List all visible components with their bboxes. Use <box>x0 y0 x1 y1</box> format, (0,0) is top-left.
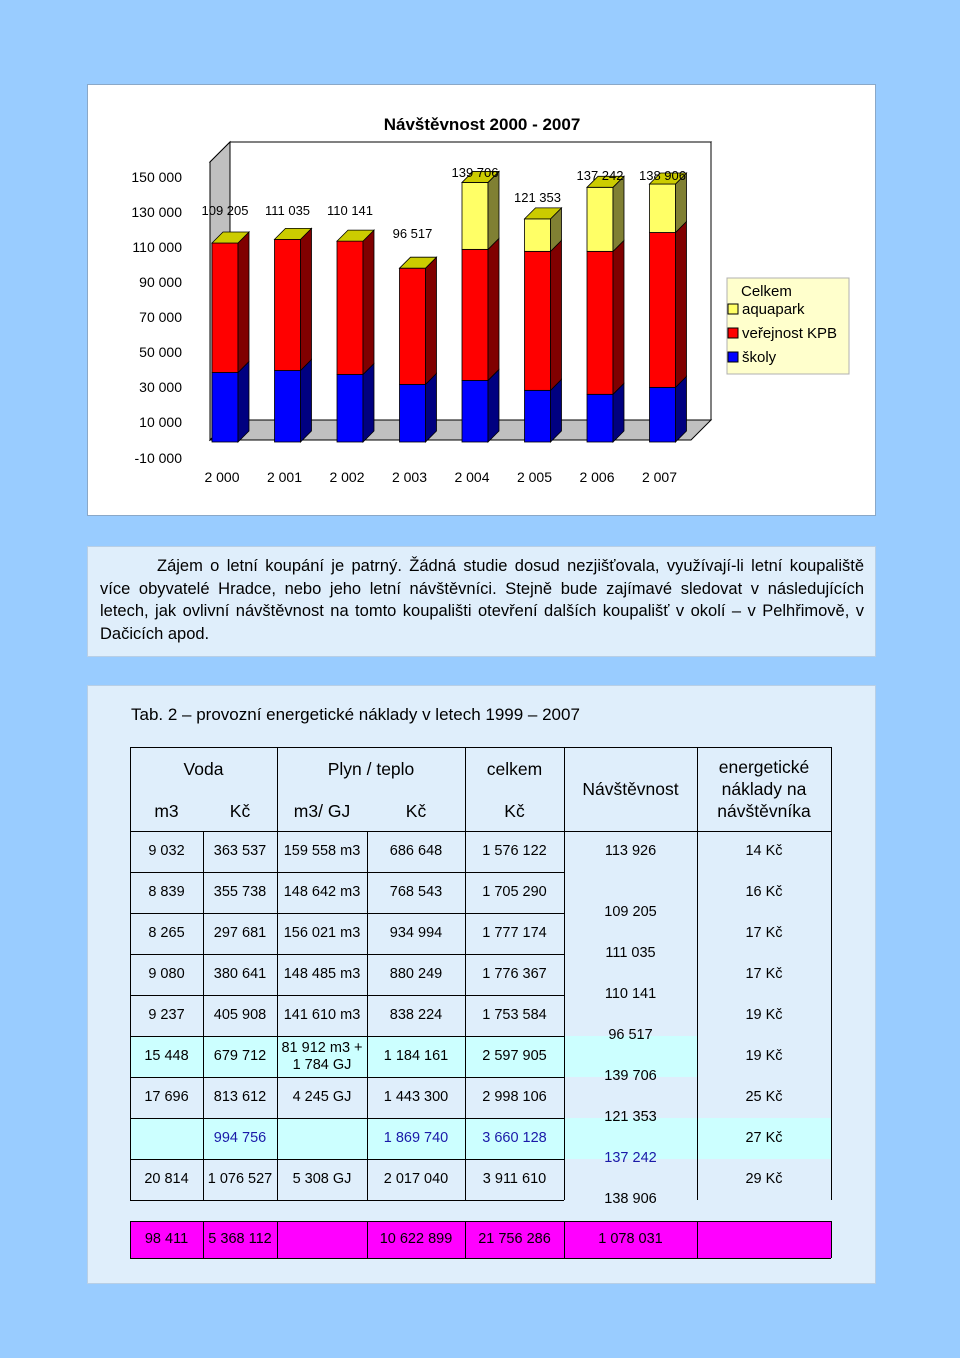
grid-line <box>465 1221 466 1258</box>
cell-voda-m3: 9 080 <box>148 966 185 982</box>
cell-plyn-gj: 148 485 m3 <box>283 966 361 982</box>
grid-line <box>130 1258 831 1259</box>
cell-naklady: 19 Kč <box>745 1007 783 1023</box>
bar-segment <box>650 232 676 387</box>
cell-navstevnost: 111 035 <box>605 945 656 961</box>
cell-plyn-kc: 880 249 <box>389 966 443 982</box>
cell-navstevnost: 138 906 <box>604 1191 657 1207</box>
legend-entry: aquapark <box>742 301 805 318</box>
x-tick-label: 2 007 <box>641 469 678 485</box>
cell-naklady: 14 Kč <box>745 843 783 859</box>
bar-segment <box>462 182 488 249</box>
legend-title: Celkem <box>741 283 792 300</box>
grid-line <box>367 831 368 1200</box>
cell-plyn-kc: 934 994 <box>389 925 443 941</box>
subheader-gj: m3/ GJ <box>293 800 351 821</box>
cell-voda-m3: 20 814 <box>144 1171 189 1187</box>
paragraph: Zájem o letní koupání je patrný. Žádná studie dosud nezjišťovala, využívají-li letní koupaliště více obyvatelé Hradce, nebo jeho letní návštěvníci. Stejně bude zajímavé sledovat v následujících letech, jak ovlivní návštěvnost na tomto koupališti otevření dalších koupališť v okolí – v Pelhřimově, v Dačicích apod. <box>100 557 864 643</box>
grid-line <box>130 1118 564 1119</box>
grid-line <box>130 1221 831 1222</box>
bar-segment-side <box>676 221 687 387</box>
cell-voda-kc: 380 641 <box>213 966 267 982</box>
y-tick-label: 110 000 <box>132 239 182 255</box>
cell-navstevnost: 110 141 <box>604 986 657 1002</box>
grid-line <box>130 831 831 832</box>
x-tick-label: 2 005 <box>516 469 553 485</box>
data-label: 110 141 <box>326 203 374 218</box>
bar-segment <box>587 394 613 442</box>
cell-plyn-kc: 768 543 <box>389 884 443 900</box>
grid-line <box>831 747 832 831</box>
grid-line <box>130 831 131 1200</box>
cell-naklady: 16 Kč <box>745 884 783 900</box>
bar-segment <box>525 251 551 390</box>
cell-voda-m3: 17 696 <box>144 1089 189 1105</box>
grid-line <box>564 831 565 1200</box>
bar-segment <box>650 387 676 442</box>
header-naklady: energetické náklady na návštěvníka <box>717 757 811 821</box>
data-label: 138 906 <box>639 168 686 183</box>
bar-segment <box>275 371 301 443</box>
grid-line <box>130 995 564 996</box>
grid-line <box>697 1221 698 1258</box>
bar-segment-side <box>551 240 562 390</box>
costs-table <box>88 686 877 1285</box>
grid-line <box>130 1221 131 1258</box>
cell-plyn-gj: 5 308 GJ <box>292 1171 352 1187</box>
cell-voda-kc: 297 681 <box>213 925 267 941</box>
grid-line <box>697 831 698 1200</box>
data-label: 111 035 <box>264 203 311 218</box>
bar-segment <box>650 184 676 232</box>
cell-voda-m3: 8 265 <box>148 925 185 941</box>
header-navstevnost: Návštěvnost <box>582 778 679 799</box>
grid-line <box>130 1036 564 1037</box>
cell-plyn-kc: 1 869 740 <box>383 1130 449 1146</box>
grid-line <box>277 831 278 1200</box>
text-panel <box>87 546 876 657</box>
bar-segment <box>400 384 426 442</box>
subheader-kc: Kč <box>229 800 251 821</box>
grid-line <box>130 872 564 873</box>
grid-line <box>277 1221 278 1258</box>
bar-segment-side <box>301 360 312 443</box>
cell-navstevnost: 96 517 <box>608 1027 653 1043</box>
bar-segment <box>587 187 613 251</box>
grid-line <box>465 747 466 831</box>
cell-plyn-gj: 81 912 m3 + 1 784 GJ <box>281 1039 363 1073</box>
grid-line <box>130 1159 564 1160</box>
subheader-kc: Kč <box>504 800 525 821</box>
cell-celkem-kc: 3 660 128 <box>482 1130 547 1146</box>
chart-panel <box>87 84 876 516</box>
bar-segment-side <box>363 230 374 374</box>
bar-segment <box>275 239 301 370</box>
y-tick-label: 50 000 <box>139 344 182 360</box>
x-tick-label: 2 002 <box>329 469 365 485</box>
total-plyn-kc: 10 622 899 <box>379 1231 453 1247</box>
cell-celkem-kc: 2 597 905 <box>482 1048 547 1064</box>
total-navstevnost: 1 078 031 <box>598 1231 663 1247</box>
legend-swatch <box>728 352 738 362</box>
data-label: 137 242 <box>576 168 624 183</box>
cell-celkem-kc: 1 776 367 <box>482 966 547 982</box>
data-label: 121 353 <box>514 190 561 205</box>
cell-navstevnost: 139 706 <box>604 1068 657 1084</box>
bar-segment <box>212 243 238 372</box>
header-celkem: celkem <box>486 758 543 779</box>
y-tick-label: -10 000 <box>134 450 182 466</box>
bar-segment-side <box>301 228 312 370</box>
grid-line <box>130 1077 564 1078</box>
cell-celkem-kc: 1 777 174 <box>482 925 547 941</box>
cell-voda-m3: 15 448 <box>144 1048 189 1064</box>
y-tick-label: 30 000 <box>139 379 182 395</box>
cell-celkem-kc: 1 705 290 <box>482 884 547 900</box>
cell-naklady: 19 Kč <box>745 1048 783 1064</box>
grid-line <box>130 1200 564 1201</box>
cell-voda-m3: 9 237 <box>148 1007 185 1023</box>
grid-line <box>831 1221 832 1258</box>
cell-plyn-gj: 159 558 m3 <box>283 843 361 859</box>
x-tick-label: 2 001 <box>266 469 303 485</box>
cell-plyn-gj: 4 245 GJ <box>292 1089 352 1105</box>
cell-navstevnost: 109 205 <box>604 904 657 920</box>
header-voda: Voda <box>183 758 224 779</box>
cell-navstevnost: 113 926 <box>604 843 657 859</box>
subheader-kc: Kč <box>405 800 427 821</box>
bar-segment-side <box>426 373 437 442</box>
cell-celkem-kc: 2 998 106 <box>482 1089 547 1105</box>
grid-line <box>130 747 831 748</box>
cell-naklady: 25 Kč <box>745 1089 783 1105</box>
cell-voda-m3 <box>130 1118 203 1159</box>
cell-voda-m3: 8 839 <box>148 884 185 900</box>
cell-voda-kc: 994 756 <box>213 1130 267 1146</box>
bar-segment-side <box>488 238 499 380</box>
cell-voda-kc: 813 612 <box>213 1089 267 1105</box>
grid-line <box>564 1221 565 1258</box>
bar-segment <box>212 372 238 442</box>
bar-segment <box>587 251 613 394</box>
grid-line <box>831 831 832 1200</box>
x-tick-label: 2 006 <box>579 469 615 485</box>
grid-line <box>277 747 278 831</box>
cell-plyn-gj: 156 021 m3 <box>283 925 361 941</box>
grid-line <box>367 1221 368 1258</box>
cell-plyn-kc: 1 443 300 <box>383 1089 449 1105</box>
data-label: 109 205 <box>201 203 249 218</box>
bar-segment-side <box>238 361 249 442</box>
grid-line <box>564 747 565 831</box>
data-label: 139 706 <box>451 165 499 180</box>
table-title: Tab. 2 – provozní energetické náklady v letech 1999 – 2007 <box>131 705 580 724</box>
bar-segment-side <box>613 240 624 394</box>
grid-line <box>203 1221 204 1258</box>
total-voda-m3: 98 411 <box>144 1231 189 1247</box>
cell-voda-kc: 679 712 <box>213 1048 267 1064</box>
bar-segment <box>337 374 363 442</box>
cell-naklady: 29 Kč <box>745 1171 783 1187</box>
y-tick-label: 10 000 <box>139 414 182 430</box>
cell-voda-kc: 1 076 527 <box>207 1171 273 1187</box>
bar-segment-side <box>488 171 499 249</box>
bar-segment-side <box>238 232 249 372</box>
cell-navstevnost: 137 242 <box>604 1150 657 1166</box>
cell-voda-kc: 363 537 <box>213 843 267 859</box>
total-celkem-kc: 21 756 286 <box>478 1231 551 1247</box>
bar-segment <box>462 380 488 442</box>
chart-title: Návštěvnost 2000 - 2007 <box>383 115 581 134</box>
cell-plyn-gj: 148 642 m3 <box>283 884 361 900</box>
grid-line <box>697 747 698 831</box>
cell-naklady: 27 Kč <box>745 1130 783 1146</box>
cell-naklady: 17 Kč <box>745 966 783 982</box>
bar-segment-side <box>426 257 437 384</box>
stacked-bar-chart <box>88 85 877 517</box>
total-naklady <box>697 1221 831 1258</box>
cell-plyn-kc: 2 017 040 <box>383 1171 449 1187</box>
cell-plyn-kc: 1 184 161 <box>383 1048 449 1064</box>
y-tick-label: 90 000 <box>139 274 182 290</box>
cell-voda-kc: 405 908 <box>213 1007 267 1023</box>
legend-entry: veřejnost KPB <box>742 325 838 342</box>
cell-celkem-kc: 3 911 610 <box>482 1171 547 1187</box>
cell-plyn-gj: 141 610 m3 <box>283 1007 361 1023</box>
grid-line <box>130 954 564 955</box>
header-plyn: Plyn / teplo <box>327 758 415 779</box>
table-panel <box>87 685 876 1284</box>
grid-line <box>130 913 564 914</box>
y-tick-label: 130 000 <box>131 204 182 220</box>
bar-segment-side <box>613 176 624 251</box>
cell-voda-kc: 355 738 <box>213 884 267 900</box>
cell-celkem-kc: 1 753 584 <box>482 1007 547 1023</box>
grid-line <box>203 831 204 1200</box>
cell-plyn-kc: 838 224 <box>389 1007 443 1023</box>
bar-segment-side <box>363 363 374 442</box>
bar-segment <box>462 249 488 380</box>
total-plyn-gj <box>277 1221 367 1258</box>
bar-segment <box>525 390 551 442</box>
cell-navstevnost: 121 353 <box>604 1109 657 1125</box>
cell-voda-m3: 9 032 <box>148 843 185 859</box>
x-tick-label: 2 004 <box>454 469 490 485</box>
bar-segment <box>525 219 551 251</box>
legend-entry: školy <box>742 349 777 366</box>
total-voda-kc: 5 368 112 <box>208 1231 272 1247</box>
grid-line <box>130 747 131 831</box>
data-label: 96 517 <box>392 226 433 241</box>
subheader-m3: m3 <box>154 800 179 821</box>
cell-plyn-kc: 686 648 <box>389 843 443 859</box>
grid-line <box>465 831 466 1200</box>
legend-swatch <box>728 304 738 314</box>
bar-segment <box>337 241 363 374</box>
y-tick-label: 150 000 <box>131 169 182 185</box>
cell-celkem-kc: 1 576 122 <box>482 843 547 859</box>
cell-naklady: 17 Kč <box>745 925 783 941</box>
x-tick-label: 2 003 <box>391 469 428 485</box>
y-tick-label: 70 000 <box>139 309 182 325</box>
legend-swatch <box>728 328 738 338</box>
bar-segment <box>400 268 426 384</box>
x-tick-label: 2 000 <box>204 469 240 485</box>
bar-segment-side <box>488 369 499 442</box>
cell-plyn-gj <box>277 1118 367 1159</box>
